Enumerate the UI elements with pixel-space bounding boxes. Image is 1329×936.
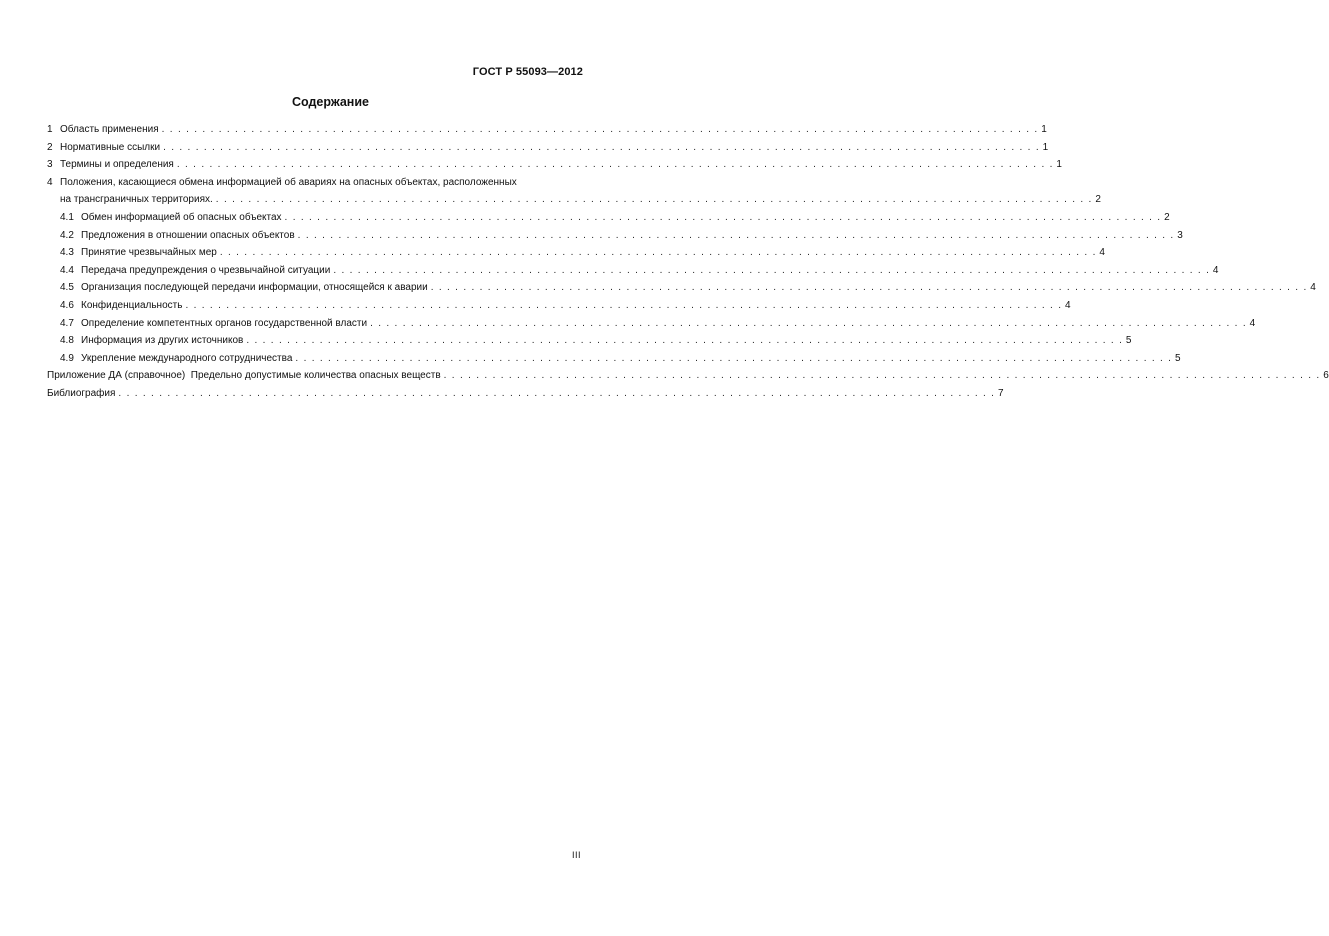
dot-leader: [282, 209, 1161, 227]
toc-entry-2[interactable]: [47, 139, 1049, 157]
toc-entry-label: Предложения в отношении опасных объектов: [81, 229, 295, 241]
dot-leader: [160, 139, 1039, 157]
toc-entry-page: 2: [1164, 211, 1170, 223]
dot-leader: [330, 262, 1209, 280]
toc-entry-4-1[interactable]: [47, 209, 1170, 227]
toc-entry-page: 4: [1310, 282, 1316, 294]
dot-leader: [115, 385, 994, 403]
toc-entry-label: Термины и определения: [60, 159, 174, 171]
toc-entry-page: 4: [1249, 317, 1256, 329]
dot-leader: [213, 191, 1092, 209]
toc-entry-label: Передача предупреждения о чрезвычайной ситуации: [81, 264, 331, 276]
toc-entry-number: 4.2: [60, 229, 74, 241]
toc-entry-number: 4.7: [60, 317, 74, 329]
toc-entry-label: Информация из других источников: [81, 335, 244, 347]
dot-leader: [292, 350, 1171, 368]
toc-entry-4-9[interactable]: [47, 350, 1181, 368]
dot-leader: [182, 297, 1061, 315]
page-number: III: [571, 850, 581, 860]
toc-entry-label: Принятие чрезвычайных мер: [81, 247, 217, 259]
toc-entry-label: Библиография: [47, 387, 116, 399]
dot-leader: [174, 156, 1053, 174]
toc-entry-label: Обмен информацией об опасных объектах: [81, 211, 282, 223]
toc-entry-page: 4: [1212, 264, 1219, 276]
toc-entry-number: 4.9: [60, 352, 74, 364]
toc-entry-number: 1: [47, 124, 53, 135]
toc-entry-3[interactable]: [47, 156, 1062, 174]
toc-entry-page: 7: [997, 387, 1004, 399]
toc-entry-number: 4.5: [60, 282, 74, 294]
toc-entry-label: Организация последующей передачи информации, относящейся к аварии: [81, 282, 428, 294]
dot-leader: [159, 121, 1038, 139]
toc-entry-page: 2: [1095, 194, 1101, 206]
toc-entry-4-3[interactable]: [47, 244, 1105, 262]
toc-entry-page: 4: [1099, 247, 1105, 259]
toc-entry-4-6[interactable]: [47, 297, 1071, 315]
dot-leader: [243, 332, 1122, 350]
dot-leader: [367, 315, 1246, 333]
dot-leader: [217, 244, 1096, 262]
toc-entry-number: 2: [47, 141, 53, 153]
table-of-contents: [47, 121, 1329, 403]
toc-entry-page: 1: [1042, 141, 1049, 153]
toc-entry-page: 1: [1056, 159, 1062, 171]
toc-entry-page: 4: [1064, 299, 1071, 311]
toc-entry-page: 1: [1041, 124, 1047, 135]
toc-entry-4[interactable]: [47, 174, 1101, 209]
toc-entry-1[interactable]: [47, 121, 1047, 139]
toc-entry-number: 4: [47, 176, 53, 188]
toc-entry-page: 6: [1323, 370, 1329, 382]
toc-title: Содержание: [291, 95, 369, 109]
toc-entry-label: Определение компетентных органов государственной власти: [81, 317, 368, 329]
toc-entry-page: 3: [1177, 229, 1183, 241]
toc-entry-4-7[interactable]: [47, 315, 1256, 333]
toc-entry-4-5[interactable]: [47, 279, 1316, 297]
toc-entry-number: 4.3: [60, 247, 74, 259]
toc-entry-label-line1: Положения, касающиеся обмена информацией об авариях на опасных объектах, расположенных: [60, 176, 517, 188]
toc-entry-label: Конфиденциальность: [81, 299, 183, 311]
toc-entry-4-4[interactable]: [47, 262, 1219, 280]
toc-entry-number: 3: [47, 159, 53, 171]
toc-entry-number: 4.6: [60, 299, 74, 311]
toc-entry-label: Приложение ДА (справочное) Предельно допустимые количества опасных веществ: [47, 370, 441, 382]
toc-entry-label: Укрепление международного сотрудничества: [81, 352, 293, 364]
toc-entry-label: Нормативные ссылки: [60, 141, 161, 153]
dot-leader: [441, 367, 1320, 385]
toc-entry-label: Область применения: [60, 124, 159, 135]
toc-entry-number: 4.4: [60, 264, 74, 276]
toc-entry-label-line2: на трансграничных территориях.: [60, 194, 213, 206]
toc-entry-4-8[interactable]: [47, 332, 1132, 350]
toc-entry-4-2[interactable]: [47, 227, 1183, 245]
toc-entry-appendix[interactable]: [47, 367, 1329, 385]
toc-entry-bibliography[interactable]: [47, 385, 1004, 403]
dot-leader: [295, 227, 1174, 245]
toc-entry-page: 5: [1174, 352, 1181, 364]
dot-leader: [428, 279, 1307, 297]
toc-entry-number: 4.8: [60, 335, 74, 347]
toc-entry-number: 4.1: [60, 211, 74, 223]
document-code: ГОСТ Р 55093—2012: [472, 66, 583, 78]
toc-entry-page: 5: [1125, 335, 1132, 347]
